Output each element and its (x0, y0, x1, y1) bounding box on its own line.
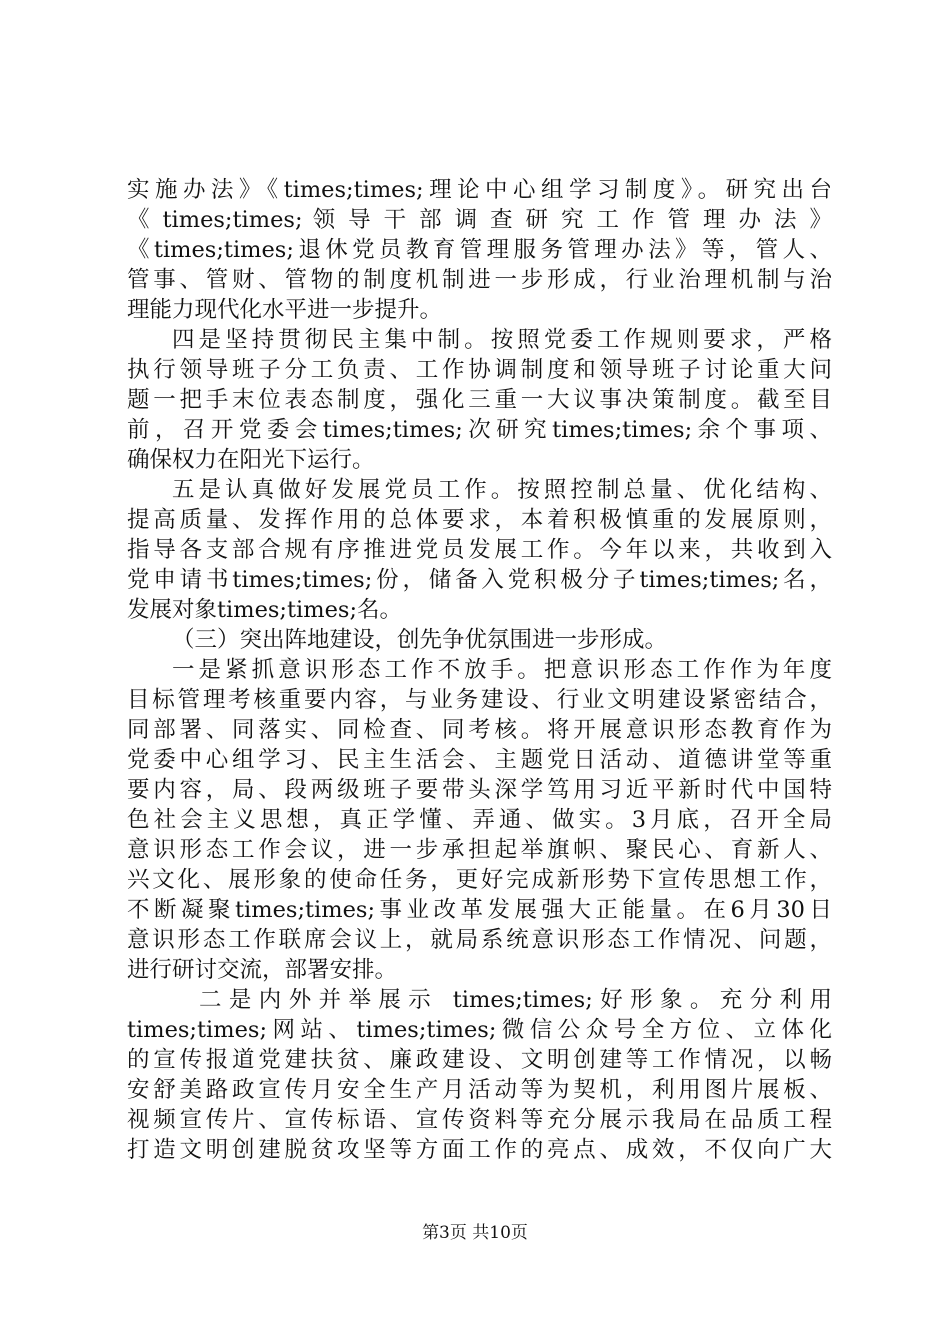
text-line: 党委中心组学习、民主生活会、主题党日活动、道德讲堂等重 (127, 747, 832, 773)
text-line: 兴文化、展形象的使命任务，更好完成新形势下宣传思想工作， (127, 867, 832, 893)
text-line: 确保权力在阳光下运行。 (127, 447, 375, 473)
text-line: 题一把手末位表态制度，强化三重一大议事决策制度。截至目 (127, 387, 832, 413)
text-line: 安舒美路政宣传月安全生产月活动等为契机，利用图片展板、 (127, 1077, 832, 1103)
paragraph-first-line: 二是内外并举展示 times;times;好形象。充分利用 (199, 987, 832, 1013)
paragraph-first-line: 四是坚持贯彻民主集中制。按照党委工作规则要求，严格 (172, 327, 832, 353)
text-line: 前，召开党委会times;times;次研究times;times;余个事项、 (127, 417, 832, 443)
text-line: 管事、管财、管物的制度机制进一步形成，行业治理机制与治 (127, 267, 832, 293)
section-heading: （三）突出阵地建设，创先争优氛围进一步形成。 (172, 627, 668, 653)
text-line: 实施办法》《times;times;理论中心组学习制度》。研究出台 (127, 177, 832, 203)
text-line: 提高质量、发挥作用的总体要求，本着积极慎重的发展原则， (127, 507, 832, 533)
paragraph-first-line: 五是认真做好发展党员工作。按照控制总量、优化结构、 (172, 477, 832, 503)
page-number-footer: 第3页 共10页 (422, 1223, 528, 1243)
text-line: 《 times;times; 领 导 干 部 调 查 研 究 工 作 管 理 办 法 》 (127, 207, 832, 233)
text-line: 意识形态工作联席会议上，就局系统意识形态工作情况、问题， (127, 927, 832, 953)
document-body (127, 175, 832, 1165)
text-line: 执行领导班子分工负责、工作协调制度和领导班子讨论重大问 (127, 357, 832, 383)
paragraph-first-line: 一是紧抓意识形态工作不放手。把意识形态工作作为年度 (172, 657, 832, 683)
text-line: 指导各支部合规有序推进党员发展工作。今年以来，共收到入 (127, 537, 832, 563)
text-line: 理能力现代化水平进一步提升。 (127, 297, 443, 323)
text-line: 打造文明创建脱贫攻坚等方面工作的亮点、成效，不仅向广大 (127, 1137, 832, 1163)
text-line: 进行研讨交流，部署安排。 (127, 957, 398, 983)
text-line: 色社会主义思想，真正学懂、弄通、做实。3月底，召开全局 (127, 807, 832, 833)
text-line: 要内容，局、段两级班子要带头深学笃用习近平新时代中国特 (127, 777, 832, 803)
text-line: 目标管理考核重要内容，与业务建设、行业文明建设紧密结合， (127, 687, 832, 713)
text-line: 《times;times;退休党员教育管理服务管理办法》等，管人、 (127, 237, 832, 263)
text-line: times;times;网站、times;times;微信公众号全方位、立体化 (127, 1017, 832, 1043)
text-line: 的宣传报道党建扶贫、廉政建设、文明创建等工作情况，以畅 (127, 1047, 832, 1073)
text-line: 视频宣传片、宣传标语、宣传资料等充分展示我局在品质工程 (127, 1107, 832, 1133)
text-line: 不断凝聚times;times;事业改革发展强大正能量。在6月30日 (127, 897, 832, 923)
text-line: 发展对象times;times;名。 (127, 597, 403, 623)
text-line: 意识形态工作会议，进一步承担起举旗帜、聚民心、育新人、 (127, 837, 832, 863)
text-line: 党申请书times;times;份，储备入党积极分子times;times;名， (127, 567, 832, 593)
text-line: 同部署、同落实、同检查、同考核。将开展意识形态教育作为 (127, 717, 832, 743)
